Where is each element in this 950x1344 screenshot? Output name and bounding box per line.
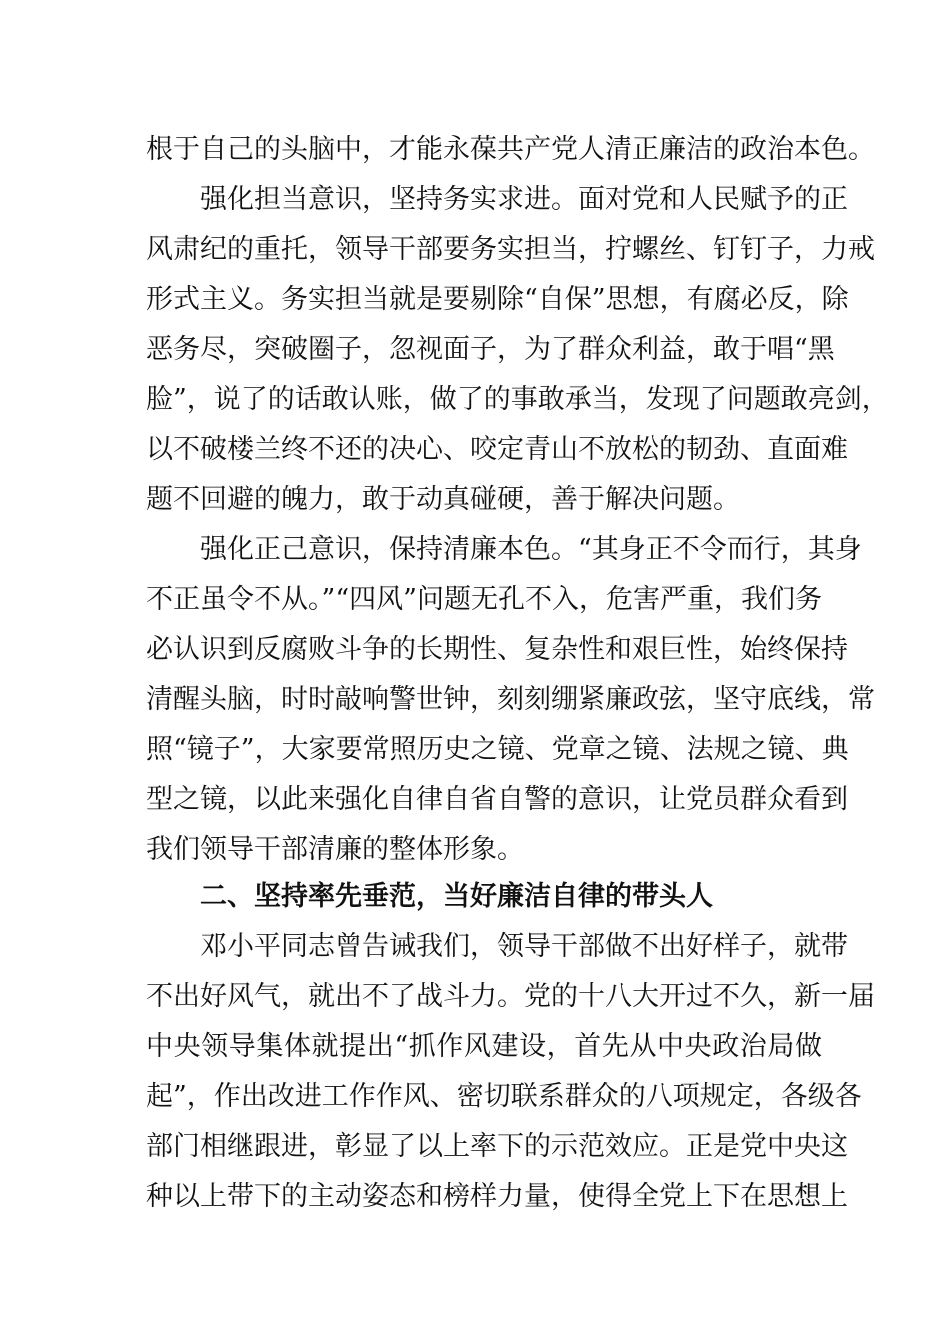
paragraph-line: 不正虽令不从。”“四风”问题无孔不入，危害严重，我们务	[146, 584, 822, 615]
paragraph-line: 强化担当意识，坚持务实求进。面对党和人民赋予的正	[200, 184, 848, 215]
paragraph-line: 以不破楼兰终不还的决心、咬定青山不放松的韧劲、直面难	[146, 434, 848, 465]
paragraph-line: 强化正己意识，保持清廉本色。“其身正不令而行，其身	[200, 534, 862, 565]
paragraph-line: 邓小平同志曾告诫我们，领导干部做不出好样子，就带	[200, 931, 848, 962]
paragraph-line: 中央领导集体就提出“抓作风建设，首先从中央政治局做	[146, 1031, 822, 1062]
paragraph-line: 型之镜，以此来强化自律自省自警的意识，让党员群众看到	[146, 784, 848, 815]
paragraph-line: 恶务尽，突破圈子，忽视面子，为了群众利益，敢于唱“黑	[146, 334, 835, 365]
paragraph-line: 我们领导干部清廉的整体形象。	[146, 834, 524, 865]
paragraph-line: 起”，作出改进工作作风、密切联系群众的八项规定，各级各	[146, 1081, 862, 1112]
paragraph-line: 清醒头脑，时时敲响警世钟，刻刻绷紧廉政弦，坚守底线，常	[146, 684, 875, 715]
paragraph-line: 形式主义。务实担当就是要剔除“自保”思想，有腐必反，除	[146, 284, 849, 315]
paragraph-line: 题不回避的魄力，敢于动真碰硬，善于解决问题。	[146, 484, 740, 515]
paragraph-line: 部门相继跟进，彰显了以上率下的示范效应。正是党中央这	[146, 1131, 848, 1162]
paragraph-line: 照“镜子”，大家要常照历史之镜、党章之镜、法规之镜、典	[146, 734, 849, 765]
paragraph-line: 必认识到反腐败斗争的长期性、复杂性和艰巨性，始终保持	[146, 634, 848, 665]
paragraph-line: 根于自己的头脑中，才能永葆共产党人清正廉洁的政治本色。	[146, 134, 875, 165]
paragraph-line: 不出好风气，就出不了战斗力。党的十八大开过不久，新一届	[146, 981, 875, 1012]
section-heading: 二、坚持率先垂范，当好廉洁自律的带头人	[200, 881, 713, 912]
paragraph-line: 种以上带下的主动姿态和榜样力量，使得全党上下在思想上	[146, 1181, 848, 1212]
paragraph-line: 风肃纪的重托，领导干部要务实担当，拧螺丝、钉钉子，力戒	[146, 234, 875, 265]
paragraph-line: 脸”，说了的话敢认账，做了的事敢承当，发现了问题敢亮剑，	[146, 384, 889, 415]
